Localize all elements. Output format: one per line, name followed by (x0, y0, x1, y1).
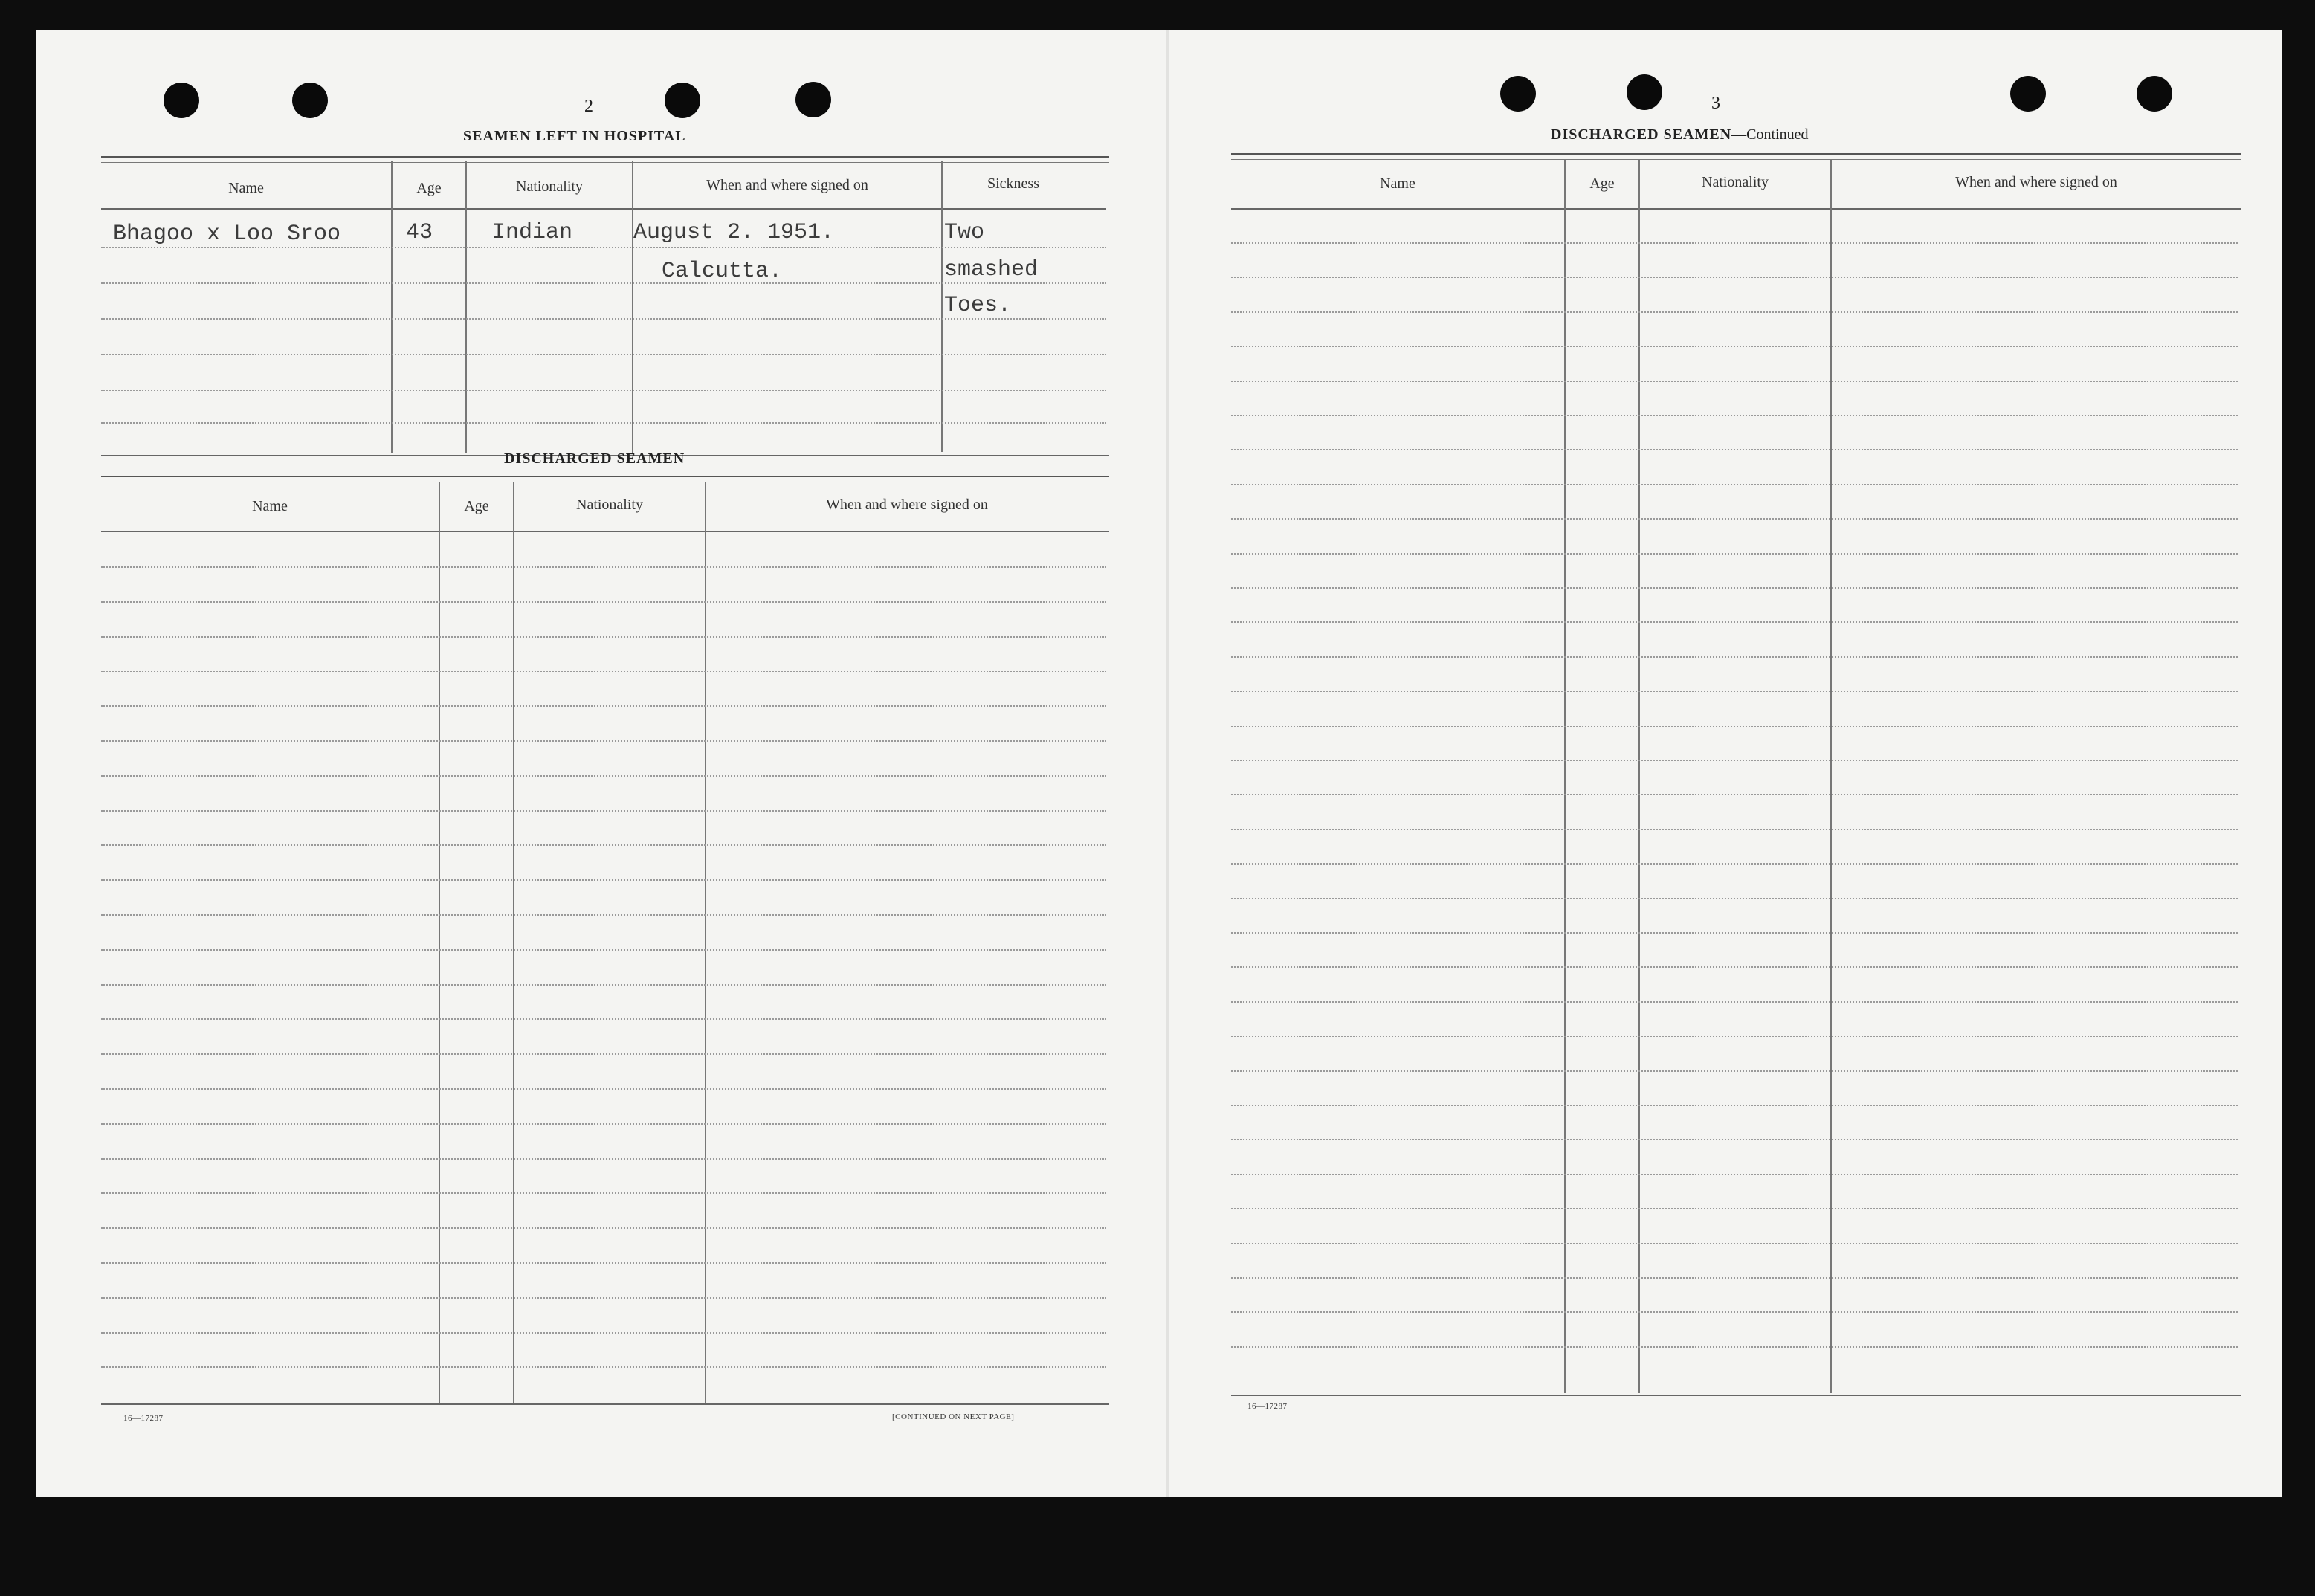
col-header-nationality: Nationality (576, 497, 643, 513)
row-rule (1231, 966, 2238, 968)
row-rule (101, 1088, 1106, 1090)
punch-hole (1500, 76, 1536, 112)
page-number-left: 2 (584, 97, 593, 116)
row-rule (1231, 1311, 2238, 1313)
footer-rule (101, 1403, 1109, 1405)
continued-note: [CONTINUED ON NEXT PAGE] (892, 1412, 1015, 1421)
header-rule (1231, 208, 2241, 210)
col-header-age: Age (464, 498, 489, 514)
row-rule (1231, 381, 2238, 382)
row-rule (101, 601, 1106, 603)
row-rule (1231, 1139, 2238, 1140)
row-rule (1231, 760, 2238, 761)
row-rule (1231, 656, 2238, 658)
discharged-continued-title (1551, 126, 1809, 143)
row-rule (1231, 691, 2238, 692)
hospital-section-title: SEAMEN LEFT IN HOSPITAL (463, 128, 686, 144)
row-rule (101, 566, 1106, 568)
row-rule (101, 247, 1106, 248)
row-rule (101, 810, 1106, 812)
row-rule (101, 1123, 1106, 1125)
row-rule (1231, 829, 2238, 830)
punch-hole (665, 83, 700, 118)
ledger-sheet (36, 30, 2282, 1497)
row-rule (101, 740, 1106, 742)
column-divider (439, 482, 440, 1403)
footer-rule (1231, 1395, 2241, 1396)
row-rule (101, 354, 1106, 355)
row-rule (101, 914, 1106, 916)
row-rule (1231, 277, 2238, 278)
row-rule (101, 1158, 1106, 1160)
row-rule (101, 390, 1106, 391)
row-rule (1231, 1243, 2238, 1244)
row-rule (1231, 415, 2238, 416)
row-rule (1231, 1070, 2238, 1072)
row-rule (101, 318, 1106, 320)
title-rule (101, 156, 1109, 163)
page-fold (1166, 30, 1169, 1497)
row-rule (101, 422, 1106, 424)
row-rule (101, 844, 1106, 846)
entry-sickness-line: smashed (944, 257, 1039, 282)
row-rule (1231, 242, 2238, 244)
title-rule (101, 476, 1109, 482)
row-rule (1231, 726, 2238, 727)
punch-hole (2010, 76, 2046, 112)
row-rule (101, 1332, 1106, 1334)
row-rule (101, 705, 1106, 707)
punch-hole (292, 83, 328, 118)
row-rule (1231, 794, 2238, 795)
row-rule (101, 984, 1106, 986)
row-rule (1231, 346, 2238, 347)
col-header-age: Age (1589, 175, 1615, 192)
row-rule (101, 1262, 1106, 1264)
row-rule (1231, 449, 2238, 450)
row-rule (1231, 621, 2238, 623)
row-rule (1231, 1174, 2238, 1175)
header-rule (101, 208, 1106, 210)
entry-sickness-line: Two (944, 220, 985, 245)
row-rule (1231, 553, 2238, 555)
row-rule (101, 879, 1106, 881)
header-rule (101, 531, 1109, 532)
row-rule (101, 1297, 1106, 1299)
punch-hole (2137, 76, 2172, 112)
entry-signed-on-date: August 2. 1951. (633, 220, 835, 245)
row-rule (101, 1366, 1106, 1368)
row-rule (1231, 1036, 2238, 1037)
row-rule (101, 636, 1106, 638)
page-number-right: 3 (1711, 94, 1720, 113)
column-divider (465, 161, 467, 453)
title-rule (1231, 153, 2241, 160)
column-divider (632, 161, 633, 453)
entry-signed-on-place: Calcutta. (662, 259, 783, 284)
row-rule (101, 1018, 1106, 1020)
col-header-nationality: Nationality (1702, 174, 1769, 190)
col-header-name: Name (252, 498, 288, 514)
row-rule (1231, 311, 2238, 313)
row-rule (101, 775, 1106, 777)
title-continued: —Continued (1731, 126, 1809, 143)
row-rule (1231, 1346, 2238, 1348)
row-rule (1231, 898, 2238, 899)
col-header-nationality: Nationality (516, 178, 583, 195)
row-rule (1231, 863, 2238, 865)
row-rule (1231, 1277, 2238, 1279)
col-header-sickness: Sickness (987, 175, 1039, 192)
row-rule (1231, 518, 2238, 520)
row-rule (1231, 1001, 2238, 1003)
col-header-signed-on: When and where signed on (1955, 174, 2117, 190)
entry-name: Bhagoo x Loo Sroo (113, 222, 341, 247)
row-rule (101, 1227, 1106, 1229)
column-divider (941, 161, 943, 452)
title-text: DISCHARGED SEAMEN (1551, 126, 1732, 143)
column-divider (513, 482, 514, 1403)
col-header-signed-on: When and where signed on (706, 177, 868, 193)
column-divider (705, 482, 706, 1403)
discharged-section-title: DISCHARGED SEAMEN (504, 450, 685, 467)
form-number-left: 16—17287 (123, 1414, 164, 1423)
entry-sickness-line: Toes. (944, 293, 1012, 318)
row-rule (101, 1192, 1106, 1194)
row-rule (1231, 587, 2238, 589)
punch-hole (164, 83, 199, 118)
col-header-name: Name (1380, 175, 1415, 192)
row-rule (101, 949, 1106, 951)
row-rule (1231, 1105, 2238, 1106)
column-divider (391, 161, 393, 453)
col-header-signed-on: When and where signed on (826, 497, 988, 513)
row-rule (101, 282, 1106, 284)
row-rule (101, 671, 1106, 672)
entry-age: 43 (406, 220, 433, 245)
col-header-age: Age (416, 180, 442, 196)
entry-nationality: Indian (492, 220, 573, 245)
row-rule (101, 1053, 1106, 1055)
form-number-right: 16—17287 (1247, 1402, 1288, 1411)
punch-hole (795, 82, 831, 117)
row-rule (1231, 484, 2238, 485)
row-rule (1231, 932, 2238, 934)
punch-hole (1627, 74, 1662, 110)
col-header-name: Name (228, 180, 264, 196)
row-rule (1231, 1208, 2238, 1209)
